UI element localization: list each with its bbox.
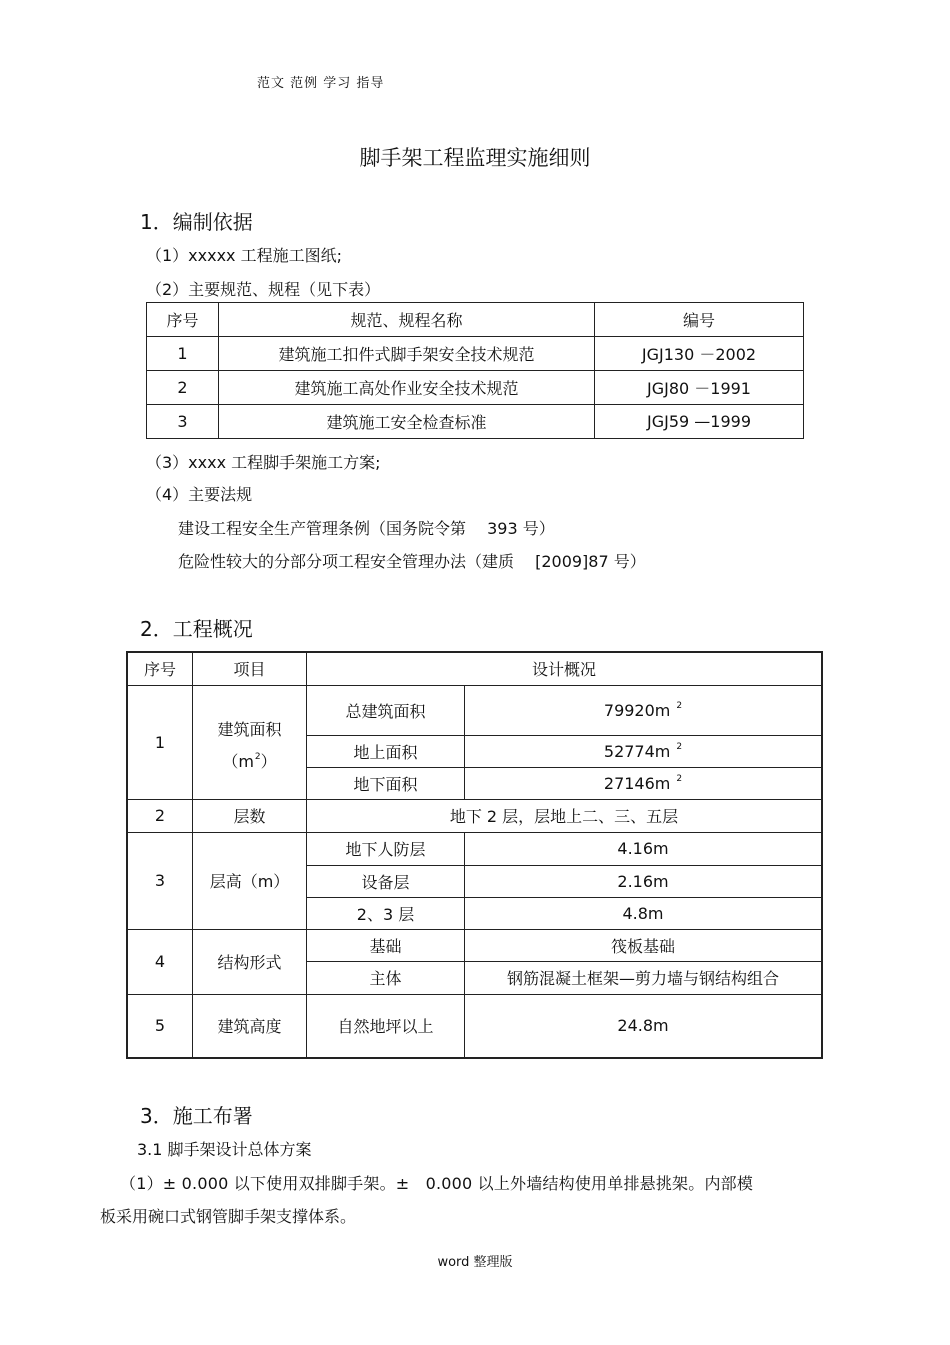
cell-no: 2 — [127, 799, 193, 832]
law-item: 危险性较大的分部分项工程安全管理办法（建质 [2009]87 号） — [178, 552, 646, 571]
cell-code: JGJ130 －2002 — [595, 337, 804, 371]
cell-name: 建筑施工安全检查标准 — [219, 405, 595, 439]
cell-code: JGJ80 －1991 — [595, 371, 804, 405]
table-header-row — [147, 303, 804, 337]
cell-sub: 基础 — [307, 929, 465, 961]
cell-item: 层高（m） — [193, 832, 307, 929]
cell-item: 建筑高度 — [193, 994, 307, 1058]
basis-item-3: （3）xxxx 工程脚手架施工方案; — [146, 453, 381, 472]
cell-item: 层数 — [193, 799, 307, 832]
cell-value: 2.16m — [465, 865, 823, 897]
cell-no: 2 — [147, 371, 219, 405]
paragraph-line: （1）± 0.000 以下使用双排脚手架。± 0.000 以上外墙结构使用单排悬挑架。内部模 — [120, 1174, 754, 1193]
page-header: 范文 范例 学习 指导 — [257, 76, 385, 91]
cell-sub: 2、3 层 — [307, 897, 465, 929]
cell-sub: 地下人防层 — [307, 832, 465, 865]
law-item: 建设工程安全生产管理条例（国务院令第 393 号） — [178, 519, 555, 538]
table-row — [127, 799, 822, 832]
cell-value: 钢筋混凝土框架—剪力墙与钢结构组合 — [465, 961, 823, 994]
standards-table — [146, 302, 804, 439]
cell-sub: 地上面积 — [307, 735, 465, 767]
col-header-design: 设计概况 — [307, 652, 823, 685]
table-row — [147, 337, 804, 371]
cell-value: 4.8m — [465, 897, 823, 929]
basis-item-1: （1）xxxxx 工程施工图纸; — [146, 246, 343, 265]
col-header-item: 项目 — [193, 652, 307, 685]
col-header-no: 序号 — [127, 652, 193, 685]
cell-value: 79920m $^2$ — [465, 685, 823, 735]
table-header-row — [127, 652, 822, 685]
page-footer: word 整理版 — [437, 1255, 513, 1270]
cell-no: 4 — [127, 929, 193, 994]
col-header-no: 序号 — [147, 303, 219, 337]
cell-item — [193, 685, 307, 799]
subsection-heading: 3.1 脚手架设计总体方案 — [137, 1140, 312, 1159]
basis-item-2: （2）主要规范、规程（见下表） — [146, 280, 381, 299]
col-header-name: 规范、规程名称 — [219, 303, 595, 337]
cell-value: 地下 2 层，层地上二、三、五层 — [307, 799, 823, 832]
cell-name: 建筑施工扣件式脚手架安全技术规范 — [219, 337, 595, 371]
cell-value: 24.8m — [465, 994, 823, 1058]
cell-item: 结构形式 — [193, 929, 307, 994]
cell-value: 4.16m — [465, 832, 823, 865]
cell-sub: 总建筑面积 — [307, 685, 465, 735]
section-1-heading: 1．编制依据 — [140, 210, 253, 234]
cell-value: 27146m $^2$ — [465, 767, 823, 799]
cell-sub: 主体 — [307, 961, 465, 994]
table-row — [127, 832, 822, 865]
cell-value: 筏板基础 — [465, 929, 823, 961]
cell-no: 5 — [127, 994, 193, 1058]
table-row — [147, 405, 804, 439]
cell-no: 1 — [147, 337, 219, 371]
table-row — [127, 929, 822, 961]
cell-no: 1 — [127, 685, 193, 799]
cell-no: 3 — [147, 405, 219, 439]
section-3-heading: 3．施工布署 — [140, 1104, 253, 1128]
basis-item-4: （4）主要法规 — [146, 485, 253, 504]
table-row — [147, 371, 804, 405]
table-row — [127, 685, 822, 735]
cell-value: 52774m $^2$ — [465, 735, 823, 767]
area-label: 建筑面积 — [217, 719, 282, 739]
cell-no: 3 — [127, 832, 193, 929]
cell-sub: 设备层 — [307, 865, 465, 897]
section-2-heading: 2．工程概况 — [140, 617, 253, 641]
cell-sub: 自然地坪以上 — [307, 994, 465, 1058]
table-row — [127, 994, 822, 1058]
cell-sub: 地下面积 — [307, 767, 465, 799]
cell-name: 建筑施工高处作业安全技术规范 — [219, 371, 595, 405]
project-overview-table — [126, 651, 823, 1059]
document-title: 脚手架工程监理实施细则 — [359, 146, 591, 170]
paragraph-line: 板采用碗口式钢管脚手架支撑体系。 — [100, 1207, 357, 1226]
col-header-code: 编号 — [595, 303, 804, 337]
area-unit: $(m^2)$ — [222, 751, 277, 771]
cell-code: JGJ59 —1999 — [595, 405, 804, 439]
